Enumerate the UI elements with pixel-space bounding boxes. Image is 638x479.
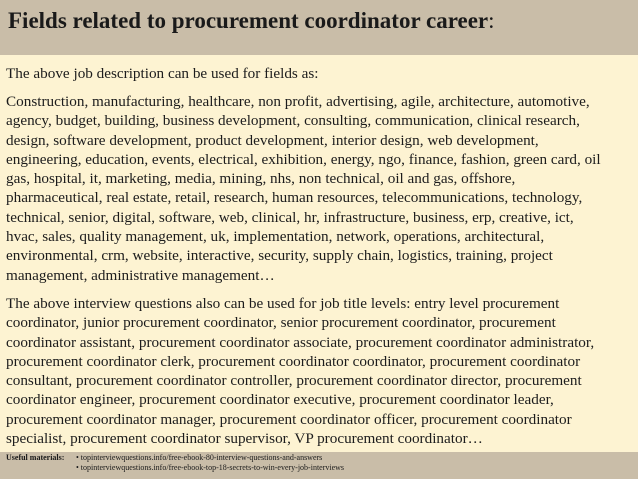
footer-row xyxy=(6,453,638,463)
title-text: Fields related to procurement coordinator career xyxy=(8,8,489,33)
levels-line: coordinator engineer, procurement coordinator executive, procurement coordinator leader, xyxy=(6,391,554,409)
footer-link[interactable]: • topinterviewquestions.info/free-ebook-80-interview-questions-and-answers xyxy=(76,453,323,462)
levels-line: The above interview questions also can be used for job title levels: entry level procurement xyxy=(6,294,560,312)
fields-line: technical, senior, digital, software, web, clinical, hr, infrastructure, business, erp, creative, ict, xyxy=(6,208,574,226)
footer-link[interactable]: • topinterviewquestions.info/free-ebook-top-18-secrets-to-win-every-job-interviews xyxy=(76,463,345,472)
fields-line: management, administrative management… xyxy=(6,266,275,284)
fields-line: hvac, sales, quality management, uk, implementation, network, operations, architectural, xyxy=(6,228,545,246)
levels-line: consultant, procurement coordinator controller, procurement coordinator director, procurement xyxy=(6,372,582,390)
intro-text: The above job description can be used for fields as: xyxy=(6,65,319,82)
fields-line: gas, hospital, it, marketing, media, mining, nhs, non technical, oil and gas, offshore, xyxy=(6,170,516,188)
footer-row xyxy=(6,463,638,473)
fields-line: agency, budget, building, business development, consulting, communication, clinical research, xyxy=(6,112,580,130)
levels-line: specialist, procurement coordinator supervisor, VP procurement coordinator… xyxy=(6,430,483,448)
title-colon: : xyxy=(488,8,495,33)
levels-line: procurement coordinator manager, procurement coordinator officer, procurement coordinator xyxy=(6,410,572,428)
fields-line: engineering, education, events, electrical, exhibition, energy, ngo, finance, fashion, green card, oil xyxy=(6,150,601,168)
levels-line: coordinator, junior procurement coordinator, senior procurement coordinator, procurement xyxy=(6,314,556,332)
fields-line: pharmaceutical, real estate, retail, research, human resources, telecommunications, technology, xyxy=(6,189,583,207)
footer-bar xyxy=(0,452,638,479)
slide-title xyxy=(8,8,638,34)
levels-paragraph xyxy=(6,294,636,448)
footer-spacer xyxy=(6,463,76,473)
slide-content xyxy=(6,64,636,457)
fields-line: design, software development, product development, interior design, web development, xyxy=(6,131,539,149)
title-bar xyxy=(0,0,638,55)
fields-paragraph xyxy=(6,92,636,285)
levels-line: coordinator assistant, procurement coordinator associate, procurement coordinator administrator, xyxy=(6,333,595,351)
fields-line: environmental, crm, website, interactive, security, supply chain, logistics, training, project xyxy=(6,247,553,265)
fields-line: Construction, manufacturing, healthcare, non profit, advertising, agile, architecture, automotive, xyxy=(6,93,590,110)
footer-label: Useful materials: xyxy=(6,453,65,462)
levels-line: procurement coordinator clerk, procurement coordinator coordinator, procurement coordinator xyxy=(6,352,581,370)
